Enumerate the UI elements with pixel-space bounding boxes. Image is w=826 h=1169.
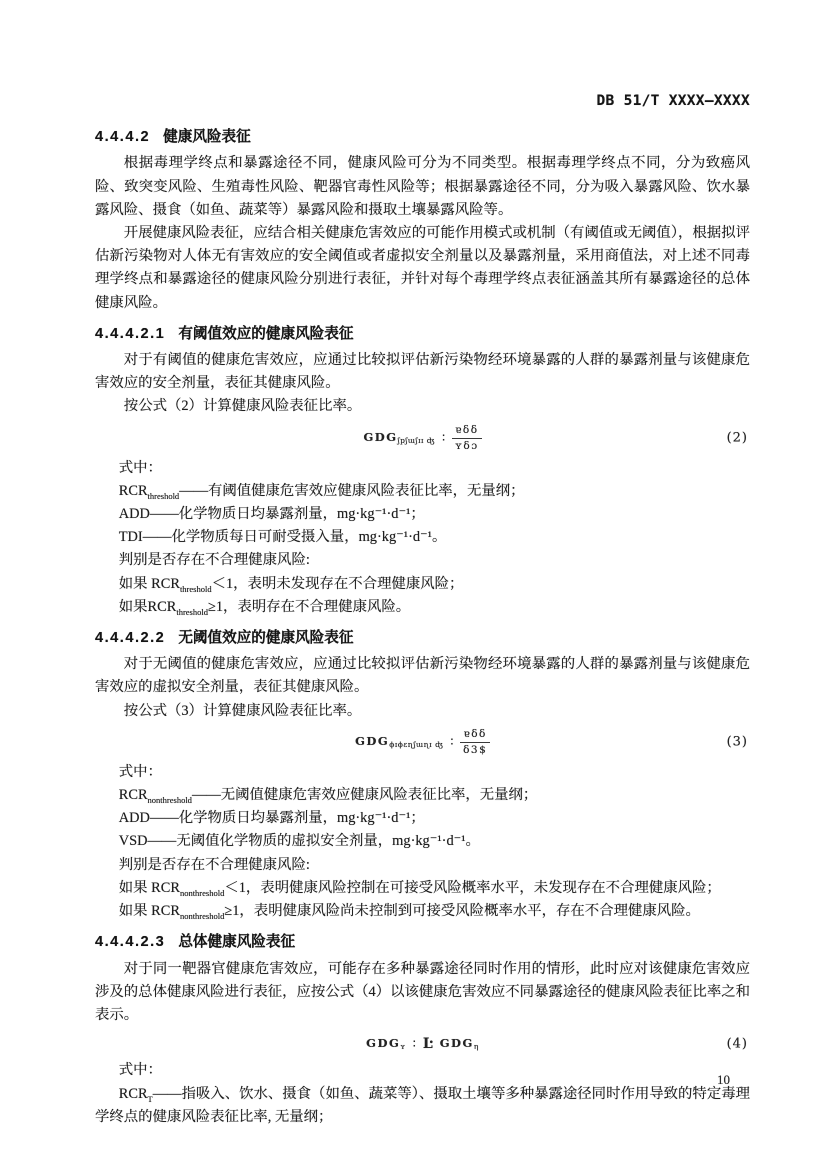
- symbol-subscript: threshold: [147, 490, 180, 501]
- definition-rcr-threshold: [95, 480, 750, 503]
- section-heading-44421: [95, 323, 750, 346]
- condition-text: ≥1，表明存在不合理健康风险。: [207, 598, 411, 615]
- page-number: 10: [717, 1072, 730, 1087]
- condition-greater-equal-1: [95, 596, 750, 619]
- symbol-subscript: threshold: [176, 606, 208, 617]
- summation-symbol: Ŀ: [422, 1036, 433, 1053]
- equation-rhs-symbol: GDG: [439, 1036, 474, 1051]
- section-heading-44422: [95, 627, 750, 650]
- fraction: [452, 424, 481, 453]
- symbol: RCR: [118, 787, 148, 804]
- condition-prefix: 如果 RCR: [118, 575, 180, 592]
- equation-lhs-subscript: ʃpʃɯʃɪɪ ʤ: [397, 436, 436, 446]
- paragraph-formula3-lead: 按公式（3）计算健康风险表征比率。: [123, 702, 362, 719]
- section-heading-44423: [95, 931, 750, 954]
- equation-lhs: [355, 734, 443, 750]
- equation-number: (4): [726, 1036, 748, 1052]
- paragraph-overall-intro: 对于同一靶器官健康危害效应，可能存在多种暴露途径同时作用的情形，此时应对该健康危害效应涉及的总体健康风险进行表征，应按公式（4）以该健康危害效应不同暴露途径的健康风险表征比率之和表示。: [95, 960, 750, 1023]
- definition-rcr-total: [95, 1083, 750, 1129]
- equals-sign: ∶: [450, 735, 454, 750]
- paragraph-risk-types: 根据毒理学终点和暴露途径不同，健康风险可分为不同类型。根据毒理学终点不同，分为致癌风险、致突变风险、生殖毒性风险、靶器官毒性风险等；根据暴露途径不同，分为吸入暴露风险、饮水暴露风险、摄食（如鱼、蔬菜等）暴露风险和摄取土壤暴露风险等。: [95, 155, 750, 218]
- condition-greater-equal-1: [95, 900, 750, 923]
- definition-tdi: TDI——化学物质每日可耐受摄入量，mg·kg⁻¹·d⁻¹。: [118, 529, 447, 546]
- equals-sign: ∶: [442, 431, 446, 446]
- equals-sign: ∶: [412, 1037, 416, 1052]
- condition-less-than-1: [95, 573, 750, 596]
- heading-title: 健康风险表征: [163, 129, 251, 146]
- equation-lhs-subscript: ϕɪϕɛɳʃɯɳɪ ʤ: [389, 740, 444, 750]
- equation-number: (3): [726, 734, 748, 750]
- paragraph-nonthreshold-intro: 对于无阈值的健康危害效应，应通过比较拟评估新污染物经环境暴露的人群的暴露剂量与该健康危害效应的虚拟安全剂量，表征其健康风险。: [95, 656, 750, 696]
- symbol-subscript: T: [147, 1093, 153, 1104]
- fraction-denominator: δ3$: [463, 743, 488, 756]
- definition-rcr-nonthreshold: [95, 784, 750, 807]
- symbol: RCR: [118, 482, 148, 499]
- heading-number: 4.4.4.2.3: [95, 934, 166, 951]
- definition-text: ——有阈值健康危害效应健康风险表征比率，无量纲；: [179, 482, 525, 499]
- condition-text: ＜1，表明未发现存在不合理健康风险；: [211, 575, 464, 592]
- paragraph-threshold-intro: 对于有阈值的健康危害效应，应通过比较拟评估新污染物经环境暴露的人群的暴露剂量与该健康危害效应的安全剂量，表征其健康风险。: [95, 352, 750, 392]
- symbol-subscript: nonthreshold: [179, 910, 225, 921]
- equation-lhs: [363, 430, 435, 446]
- symbol-subscript: nonthreshold: [179, 887, 225, 898]
- heading-number: 4.4.4.2: [95, 129, 151, 146]
- fraction-numerator: ɐδδ: [452, 424, 481, 439]
- equation-lhs: [366, 1036, 406, 1052]
- fraction-denominator: ʏδɔ: [455, 439, 479, 452]
- where-label: 式中：: [118, 459, 162, 476]
- definition-text: ——无阈值健康危害效应健康风险表征比率，无量纲；: [191, 787, 538, 804]
- equation-2-body: [363, 424, 481, 453]
- heading-number: 4.4.4.2.2: [95, 630, 166, 647]
- equation-lhs-symbol: GDG: [363, 430, 398, 445]
- heading-title: 无阈值效应的健康风险表征: [178, 630, 354, 647]
- heading-number: 4.4.4.2.1: [95, 325, 166, 342]
- doc-number: DB 51/T XXXX—XXXX: [596, 93, 750, 109]
- heading-title: 有阈值效应的健康风险表征: [178, 325, 354, 342]
- equation-lhs-subscript: ʏ: [400, 1042, 406, 1052]
- symbol-subscript: threshold: [179, 583, 212, 594]
- condition-prefix: 如果RCR: [118, 598, 177, 615]
- where-label: 式中：: [118, 1062, 162, 1079]
- equation-rhs-subscript: η: [473, 1042, 479, 1052]
- equation-number: (2): [726, 430, 748, 446]
- definition-add: ADD——化学物质日均暴露剂量，mg·kg⁻¹·d⁻¹；: [118, 810, 425, 827]
- condition-prefix: 如果 RCR: [118, 879, 180, 896]
- equation-rhs: [440, 1036, 479, 1052]
- fraction: [460, 728, 489, 757]
- definition-vsd: VSD——无阈值化学物质的虚拟安全剂量，mg·kg⁻¹·d⁻¹。: [118, 833, 480, 850]
- where-label: 式中：: [118, 763, 162, 780]
- condition-text: ＜1，表明健康风险控制在可接受风险概率水平，未发现存在不合理健康风险；: [224, 879, 721, 896]
- formula-4: [95, 1032, 750, 1055]
- formula-3: [95, 728, 750, 757]
- symbol-subscript: nonthreshold: [147, 794, 192, 805]
- fraction-numerator: ɐδδ: [460, 728, 489, 743]
- formula-2: [95, 424, 750, 453]
- definition-add: ADD——化学物质日均暴露剂量，mg·kg⁻¹·d⁻¹；: [118, 506, 425, 523]
- judge-label: 判别是否存在不合理健康风险:: [118, 856, 310, 873]
- equation-3-body: [355, 728, 490, 757]
- heading-title: 总体健康风险表征: [178, 934, 296, 951]
- section-heading-4442: [95, 126, 750, 149]
- definition-text: ——指吸入、饮水、摄食（如鱼、蔬菜等）、摄取土壤等多种暴露途径同时作用导致的特定毒理学终点的健康风险表征比率, 无量纲；: [95, 1085, 750, 1125]
- paragraph-risk-method: 开展健康风险表征，应结合相关健康危害效应的可能作用模式或机制（有阈值或无阈值），根据拟评估新污染物对人体无有害效应的安全阈值或者虚拟安全剂量以及暴露剂量，采用商值法，对上述不同毒理学终点和暴露途径的健康风险分别进行表征，并针对每个毒理学终点表征涵盖其所有暴露途径的总体健康风险。: [95, 225, 750, 311]
- symbol: RCR: [118, 1085, 148, 1102]
- condition-less-than-1: [95, 877, 750, 900]
- judge-label: 判别是否存在不合理健康风险:: [118, 552, 310, 569]
- equation-lhs-symbol: GDG: [355, 734, 390, 749]
- condition-prefix: 如果 RCR: [118, 903, 180, 920]
- paragraph-formula2-lead: 按公式（2）计算健康风险表征比率。: [123, 398, 362, 415]
- condition-text: ≥1，表明健康风险尚未控制到可接受风险概率水平，存在不合理健康风险。: [224, 903, 700, 920]
- equation-4-body: [366, 1036, 479, 1052]
- equation-lhs-symbol: GDG: [366, 1036, 401, 1051]
